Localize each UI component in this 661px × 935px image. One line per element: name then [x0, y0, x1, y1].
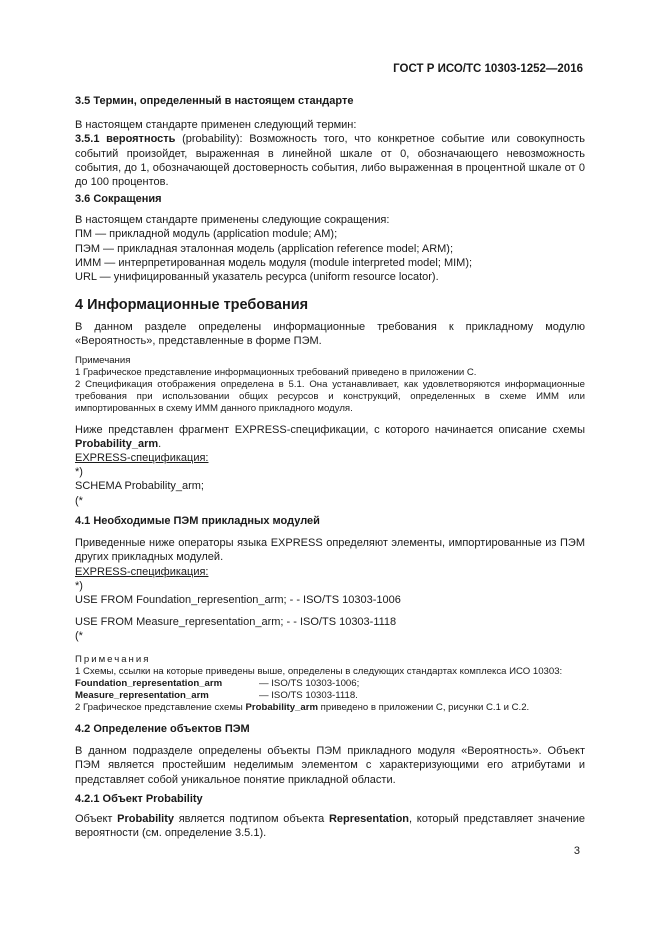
term-definition [47, 132, 585, 189]
code-line: *) [75, 466, 83, 479]
schema-reference-name: Measure_representation_arm [75, 690, 209, 702]
code-line: (* [75, 630, 83, 643]
section-3-5-heading: 3.5 Термин, определенный в настоящем стандарте [75, 95, 354, 107]
use-statement: USE FROM Measure_representation_arm; - - ISO/TS 10303-1118 [75, 616, 397, 629]
express-intro-text: Ниже представлен фрагмент EXPRESS-спецификации, с которого начинается описание схемы [75, 423, 585, 436]
schema-reference-name: Foundation_representation_arm [75, 678, 223, 690]
abbreviation-item: ПМ — прикладной модуль (application module; AM); [75, 228, 338, 241]
section-3-5-intro: В настоящем стандарте применен следующий термин: [75, 119, 357, 132]
section-4-paragraph: В данном разделе определены информационные требования к прикладному модулю «Вероятность», представленные в форме ПЭМ. [75, 321, 585, 348]
section-4-1 [47, 514, 585, 715]
section-3-6-heading: 3.6 Сокращения [75, 193, 162, 205]
section-4 [47, 298, 585, 508]
schema-name: Probability_arm [75, 437, 159, 450]
section-4-heading: 4 Информационные требования [75, 297, 309, 313]
use-statement: USE FROM Foundation_represention_arm; - - ISO/TS 10303-1006 [75, 594, 401, 607]
note-2 [47, 702, 585, 714]
section-4-2-heading: 4.2 Определение объектов ПЭМ [75, 723, 250, 735]
express-label: EXPRESS-спецификация: [75, 565, 209, 578]
section-3-6-intro: В настоящем стандарте применены следующие сокращения: [75, 214, 390, 227]
section-3-6 [47, 192, 585, 284]
express-label: EXPRESS-спецификация: [75, 452, 209, 465]
section-4-1-notes [47, 654, 585, 715]
note-1: 1 Схемы, ссылки на которые приведены выше, определены в следующих стандартах комплекса ИСО 10303: [75, 665, 563, 677]
schema-name: Probability_arm [245, 702, 318, 714]
document-code: ГОСТ Р ИСО/ТС 10303-1252—2016 [393, 63, 583, 75]
express-intro [47, 423, 585, 451]
abbreviation-item: ПЭМ — прикладная эталонная модель (application reference model; ARM); [75, 242, 454, 255]
notes-title: Примечания [75, 354, 131, 366]
schema-reference [47, 690, 585, 702]
notes-title: Примечания [75, 653, 151, 665]
section-4-2-1-paragraph [47, 812, 585, 840]
section-4-2 [47, 722, 585, 787]
section-4-2-paragraph: В данном подразделе определены объекты ПЭМ прикладного модуля «Вероятность». Объект ПЭМ является простейшим неделимым элементом с характеризующими его атрибутами и представляет собой уникальное понятие прикладной области. [75, 745, 585, 786]
section-4-2-1 [47, 792, 585, 841]
abbreviation-item: URL — унифицированный указатель ресурса (uniform resource locator). [75, 271, 439, 284]
term-number: 3.5.1 [75, 133, 100, 146]
text: Объект [75, 813, 113, 826]
term-word: вероятность [106, 133, 176, 146]
schema-reference-standard: — ISO/TS 10303-1118. [259, 690, 358, 702]
code-line: (* [75, 494, 83, 507]
note-1: 1 Графическое представление информационных требований приведено в приложении С. [75, 366, 477, 378]
entity-name: Representation [328, 813, 410, 826]
period: . [158, 437, 162, 450]
note-2-text: 2 Графическое представление схемы [75, 702, 243, 714]
section-4-1-heading: 4.1 Необходимые ПЭМ прикладных модулей [75, 515, 320, 527]
section-4-1-paragraph: Приведенные ниже операторы языка EXPRESS определяют элементы, импортированные из ПЭМ других прикладных модулей. [75, 537, 585, 564]
schema-reference-standard: — ISO/TS 10303-1006; [259, 678, 360, 690]
section-4-2-1-heading: 4.2.1 Объект Probability [75, 793, 203, 805]
entity-name: Probability [117, 813, 175, 826]
term-definition-text: (probability): Возможность того, что конкретное событие или совокупность событий произойдет, выраженная в линейной шкале от 0, обозначающего невозможность события, до 1, обозначающей достоверность события, либо выраженная в процентной шкале от 0 до 100 процентов. [75, 133, 586, 189]
code-line: SCHEMA Probability_arm; [75, 480, 204, 493]
code-line: *) [75, 579, 83, 592]
text: является подтипом объекта [178, 813, 325, 826]
section-3-5 [47, 94, 585, 189]
section-4-notes [47, 355, 585, 416]
note-2-text-end: приведено в приложении С, рисунки С.1 и С.2. [320, 702, 530, 714]
text: , который представляет значение вероятности (см. определение 3.5.1). [75, 813, 586, 840]
schema-reference [47, 678, 585, 690]
note-2: 2 Спецификация отображения определена в 5.1. Она устанавливает, как удовлетворяются информационные требования при использовании общих ресурсов и конструкций, определенных в схеме ИММ или импортированных в схему ИММ данного прикладного модуля. [75, 379, 585, 415]
page-number: 3 [573, 845, 580, 857]
abbreviation-item: ИММ — интерпретированная модель модуля (module interpreted model; MIM); [75, 256, 473, 269]
